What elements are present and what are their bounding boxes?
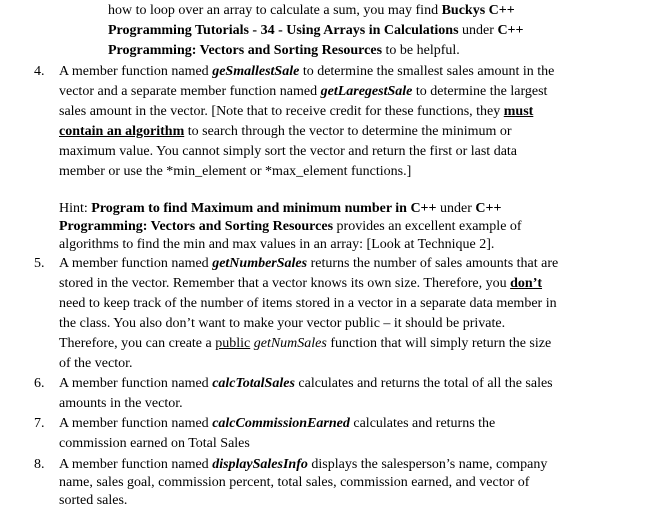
item-7-line-1: A member function named calcCommissionEarned calculates and returns the — [59, 416, 496, 431]
item-8-line-2: name, sales goal, commission percent, total sales, commission earned, and vector of — [59, 475, 530, 490]
hint-line-3: algorithms to find the min and max values in an array: [Look at Technique 2]. — [59, 237, 495, 252]
item-6-line-2: amounts in the vector. — [59, 396, 183, 411]
hint-line-2: Programming: Vectors and Sorting Resources provides an excellent example of — [59, 219, 522, 234]
item-8-line-3: sorted sales. — [59, 493, 128, 508]
item-8-number: 8. — [34, 457, 45, 472]
item-5-line-3: need to keep track of the number of items stored in a vector in a separate data member in — [59, 296, 557, 311]
intro-line-3: Programming: Vectors and Sorting Resources to be helpful. — [108, 43, 460, 58]
item-6-number: 6. — [34, 376, 45, 391]
hint-line-1: Hint: Program to find Maximum and minimum number in C++ under C++ — [59, 201, 502, 216]
item-7-line-2: commission earned on Total Sales — [59, 436, 250, 451]
item-7-number: 7. — [34, 416, 45, 431]
item-8-line-1: A member function named displaySalesInfo displays the salesperson’s name, company — [59, 457, 548, 472]
item-5-line-5: Therefore, you can create a public getNumSales function that will simply return the size — [59, 336, 552, 351]
item-5-line-1: A member function named getNumberSales returns the number of sales amounts that are — [59, 256, 559, 271]
item-4-line-6: member or use the *min_element or *max_element functions.] — [59, 164, 412, 179]
item-4-line-2: vector and a separate member function named getLaregestSale to determine the largest — [59, 84, 548, 99]
item-5-number: 5. — [34, 256, 45, 271]
item-5-line-6: of the vector. — [59, 356, 133, 371]
item-4-number: 4. — [34, 64, 45, 79]
intro-line-1: how to loop over an array to calculate a sum, you may find Buckys C++ — [108, 3, 515, 18]
item-6-line-1: A member function named calcTotalSales calculates and returns the total of all the sales — [59, 376, 553, 391]
item-4-line-4: contain an algorithm to search through the vector to determine the minimum or — [59, 124, 512, 139]
intro-line-2: Programming Tutorials - 34 - Using Arrays in Calculations under C++ — [108, 23, 524, 38]
item-4-line-3: sales amount in the vector. [Note that to receive credit for these functions, they must — [59, 104, 534, 119]
item-4-line-5: maximum value. You cannot simply sort the vector and return the first or last data — [59, 144, 518, 159]
item-5-line-4: the class. You also don’t want to make your vector public – it should be private. — [59, 316, 506, 331]
item-5-line-2: stored in the vector. Remember that a vector knows its own size. Therefore, you don’t — [59, 276, 543, 291]
item-4-line-1: A member function named geSmallestSale to determine the smallest sales amount in the — [59, 64, 555, 79]
